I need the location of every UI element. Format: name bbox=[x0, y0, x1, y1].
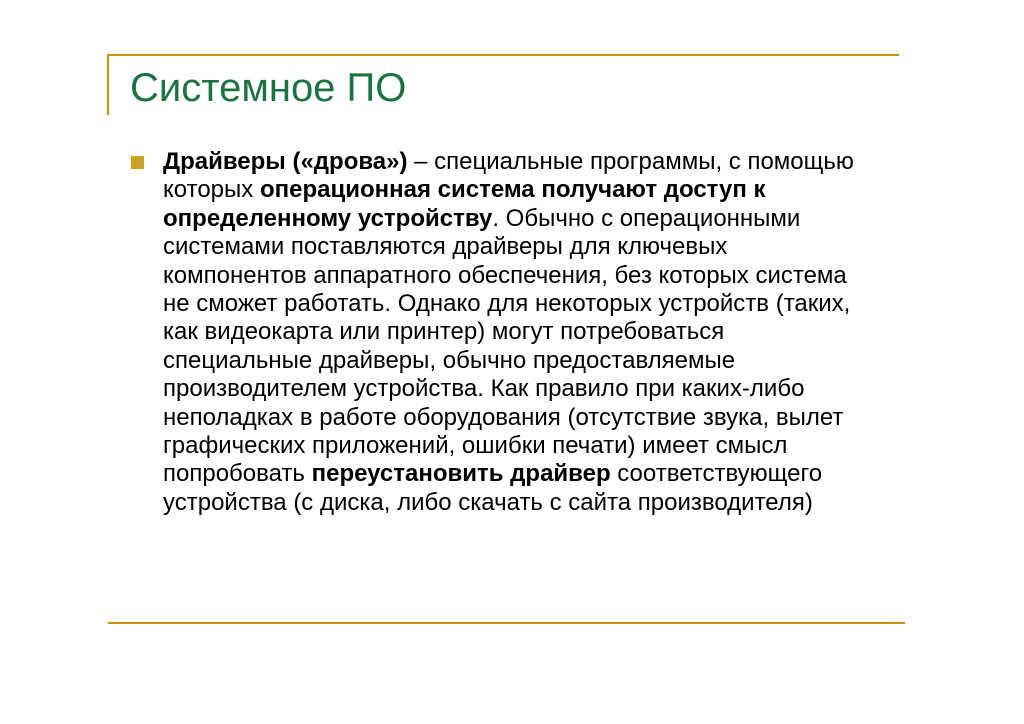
top-border-line bbox=[108, 54, 899, 56]
bullet-item bbox=[131, 148, 876, 517]
text-run-bold: переустановить драйвер bbox=[311, 460, 611, 488]
bullet-paragraph bbox=[163, 148, 876, 517]
text-run-bold: Драйверы («дрова») bbox=[163, 148, 408, 175]
bottom-border-line bbox=[108, 622, 905, 624]
square-bullet-icon bbox=[131, 156, 144, 169]
text-run-bold: операционная система получают доступ к определенному устройству bbox=[163, 176, 766, 232]
title-left-accent-line bbox=[107, 54, 109, 115]
text-run: . Обычно с операционными системами поставляются драйверы для ключевых компонентов аппаратного обеспечения, без которых система не сможет работать. Однако для некоторых устройств (таких, как видеокарта или принтер) могут потребоваться специальные драйверы, обычно предоставляемые производителем устройства. Как правило при каких-либо неполадках в работе оборудования (отсутствие звука, вылет графических приложений, ошибки печати) имеет смысл попробовать bbox=[163, 204, 851, 488]
slide-title: Системное ПО bbox=[130, 66, 407, 110]
text-run: соответствующего устройства (с диска, либо скачать с сайта производителя) bbox=[163, 460, 823, 516]
text-run: – специальные программы, с помощью которых bbox=[163, 148, 854, 204]
